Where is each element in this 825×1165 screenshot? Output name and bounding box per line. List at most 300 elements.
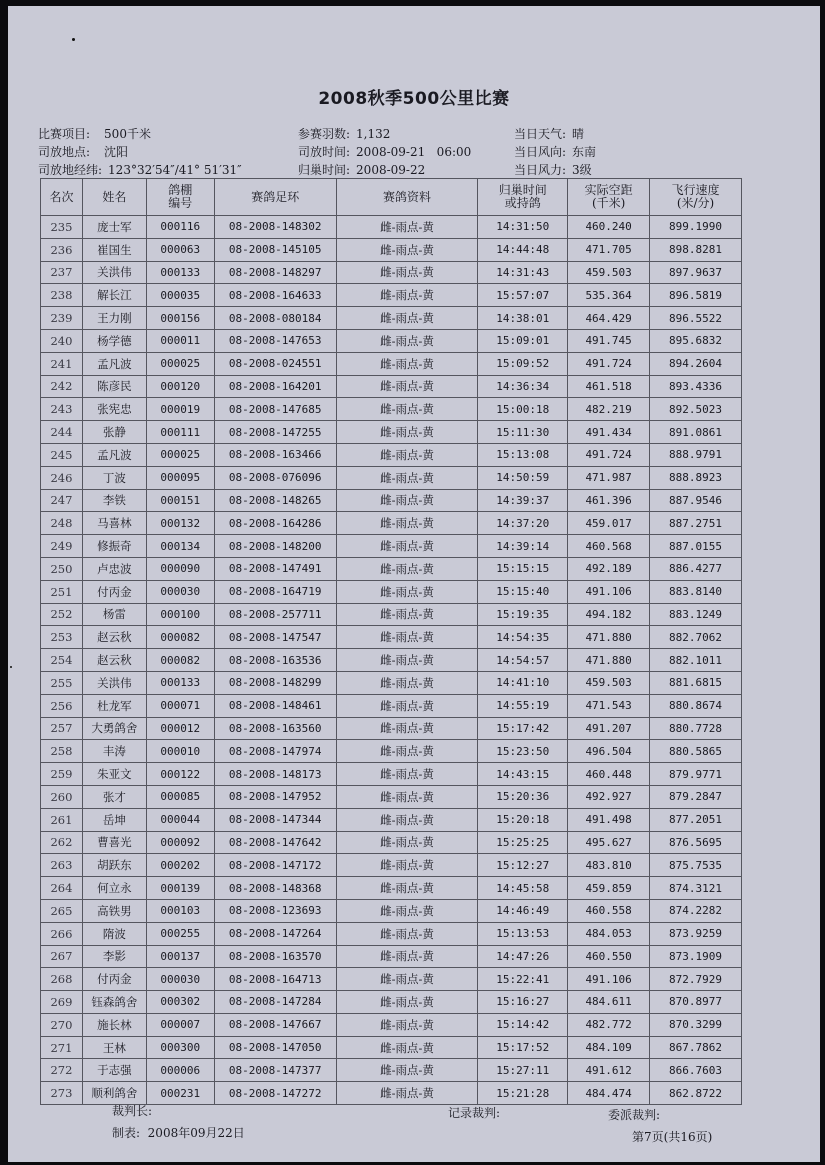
return-time-cell: 14:39:37 (478, 489, 568, 512)
speed-cell: 882.1011 (650, 649, 742, 672)
table-row (41, 626, 742, 649)
ring-cell: 08-2008-164719 (214, 580, 336, 603)
table-row (41, 216, 742, 239)
chief-judge-label: 裁判长: (112, 1104, 153, 1118)
bird-info-cell: 雌-雨点-黄 (336, 489, 478, 512)
bird-info-cell: 雌-雨点-黄 (336, 557, 478, 580)
table-row (41, 512, 742, 535)
bird-info-cell: 雌-雨点-黄 (336, 329, 478, 352)
speed-cell: 877.2051 (650, 808, 742, 831)
bird-info-cell: 雌-雨点-黄 (336, 603, 478, 626)
return-time-cell: 14:44:48 (478, 238, 568, 261)
distance-cell: 491.434 (568, 421, 650, 444)
loft-number-cell: 000202 (146, 854, 214, 877)
distance-cell: 459.859 (568, 877, 650, 900)
rank-cell: 257 (41, 717, 83, 740)
loft-number-cell: 000156 (146, 307, 214, 330)
meta-weather: 当日天气: 晴 (514, 127, 585, 141)
ring-cell: 08-2008-147344 (214, 808, 336, 831)
rank-cell: 239 (41, 307, 83, 330)
rank-cell: 243 (41, 398, 83, 421)
name-cell: 赵云秋 (82, 649, 146, 672)
rank-cell: 263 (41, 854, 83, 877)
table-row (41, 284, 742, 307)
rank-cell: 269 (41, 991, 83, 1014)
return-time-cell: 15:00:18 (478, 398, 568, 421)
speed-cell: 883.8140 (650, 580, 742, 603)
ring-cell: 08-2008-164713 (214, 968, 336, 991)
rank-cell: 265 (41, 899, 83, 922)
table-row (41, 694, 742, 717)
table-row (41, 261, 742, 284)
loft-number-cell: 000103 (146, 899, 214, 922)
return-time-cell: 15:57:07 (478, 284, 568, 307)
table-row (41, 466, 742, 489)
table-row (41, 580, 742, 603)
return-time-cell: 15:23:50 (478, 740, 568, 763)
return-time-cell: 15:27:11 (478, 1059, 568, 1082)
ring-cell: 08-2008-145105 (214, 238, 336, 261)
distance-cell: 461.518 (568, 375, 650, 398)
rank-cell: 251 (41, 580, 83, 603)
rank-cell: 260 (41, 785, 83, 808)
loft-number-cell: 000082 (146, 649, 214, 672)
name-cell: 修振奇 (82, 535, 146, 558)
loft-number-cell: 000122 (146, 763, 214, 786)
rank-cell: 273 (41, 1082, 83, 1105)
table-row (41, 421, 742, 444)
ring-cell: 08-2008-147050 (214, 1036, 336, 1059)
speed-cell: 879.2847 (650, 785, 742, 808)
rank-cell: 270 (41, 1013, 83, 1036)
distance-cell: 482.219 (568, 398, 650, 421)
return-time-cell: 15:13:53 (478, 922, 568, 945)
rank-cell: 256 (41, 694, 83, 717)
loft-number-cell: 000139 (146, 877, 214, 900)
name-cell: 顺利鸽舍 (82, 1082, 146, 1105)
bird-info-cell: 雌-雨点-黄 (336, 717, 478, 740)
col-return-time-header: 归巢时间 或持鸽 (478, 179, 568, 216)
table-row (41, 877, 742, 900)
distance-cell: 496.504 (568, 740, 650, 763)
return-time-cell: 15:19:35 (478, 603, 568, 626)
table-row (41, 375, 742, 398)
loft-number-cell: 000085 (146, 785, 214, 808)
return-time-cell: 14:31:43 (478, 261, 568, 284)
ring-cell: 08-2008-148173 (214, 763, 336, 786)
table-body (41, 216, 742, 1105)
rank-cell: 261 (41, 808, 83, 831)
rank-cell: 242 (41, 375, 83, 398)
name-cell: 付丙金 (82, 968, 146, 991)
loft-number-cell: 000030 (146, 580, 214, 603)
loft-number-cell: 000092 (146, 831, 214, 854)
speed-cell: 870.3299 (650, 1013, 742, 1036)
ring-cell: 08-2008-147255 (214, 421, 336, 444)
loft-number-cell: 000300 (146, 1036, 214, 1059)
loft-number-cell: 000025 (146, 443, 214, 466)
bird-info-cell: 雌-雨点-黄 (336, 398, 478, 421)
speed-cell: 899.1990 (650, 216, 742, 239)
speed-cell: 897.9637 (650, 261, 742, 284)
ring-cell: 08-2008-076096 (214, 466, 336, 489)
bird-info-cell: 雌-雨点-黄 (336, 216, 478, 239)
distance-cell: 482.772 (568, 1013, 650, 1036)
ring-cell: 08-2008-148200 (214, 535, 336, 558)
distance-cell: 460.448 (568, 763, 650, 786)
loft-number-cell: 000012 (146, 717, 214, 740)
ring-cell: 08-2008-164286 (214, 512, 336, 535)
table-row (41, 535, 742, 558)
loft-number-cell: 000100 (146, 603, 214, 626)
distance-cell: 491.106 (568, 580, 650, 603)
name-cell: 施长林 (82, 1013, 146, 1036)
document-page (8, 6, 820, 1162)
rank-cell: 267 (41, 945, 83, 968)
speed-cell: 892.5023 (650, 398, 742, 421)
rank-cell: 252 (41, 603, 83, 626)
col-speed-header: 飞行速度 (米/分) (650, 179, 742, 216)
speed-cell: 876.5695 (650, 831, 742, 854)
bird-info-cell: 雌-雨点-黄 (336, 466, 478, 489)
ring-cell: 08-2008-163560 (214, 717, 336, 740)
rank-cell: 240 (41, 329, 83, 352)
page-title: 2008秋季500公里比赛 (318, 89, 510, 109)
rank-cell: 254 (41, 649, 83, 672)
bird-info-cell: 雌-雨点-黄 (336, 307, 478, 330)
col-ring-header: 赛鸽足环 (214, 179, 336, 216)
bird-info-cell: 雌-雨点-黄 (336, 261, 478, 284)
name-cell: 朱亚文 (82, 763, 146, 786)
distance-cell: 491.724 (568, 352, 650, 375)
return-time-cell: 14:45:58 (478, 877, 568, 900)
bird-info-cell: 雌-雨点-黄 (336, 238, 478, 261)
loft-number-cell: 000006 (146, 1059, 214, 1082)
ring-cell: 08-2008-147284 (214, 991, 336, 1014)
distance-cell: 491.612 (568, 1059, 650, 1082)
speed-cell: 898.8281 (650, 238, 742, 261)
rank-cell: 250 (41, 557, 83, 580)
table-row (41, 1013, 742, 1036)
bird-info-cell: 雌-雨点-黄 (336, 1082, 478, 1105)
distance-cell: 459.503 (568, 671, 650, 694)
name-cell: 杨学德 (82, 329, 146, 352)
rank-cell: 247 (41, 489, 83, 512)
ring-cell: 08-2008-123693 (214, 899, 336, 922)
rank-cell: 245 (41, 443, 83, 466)
return-time-cell: 14:50:59 (478, 466, 568, 489)
return-time-cell: 15:15:15 (478, 557, 568, 580)
bird-info-cell: 雌-雨点-黄 (336, 831, 478, 854)
page-number: 第7页(共16页) (632, 1130, 713, 1144)
rank-cell: 238 (41, 284, 83, 307)
col-bird-info-header: 赛鸽资料 (336, 179, 478, 216)
loft-number-cell: 000120 (146, 375, 214, 398)
return-time-cell: 14:46:49 (478, 899, 568, 922)
speed-cell: 891.0861 (650, 421, 742, 444)
name-cell: 高铁男 (82, 899, 146, 922)
speed-cell: 874.3121 (650, 877, 742, 900)
speed-cell: 887.2751 (650, 512, 742, 535)
rank-cell: 249 (41, 535, 83, 558)
bird-info-cell: 雌-雨点-黄 (336, 763, 478, 786)
speed-cell: 867.7862 (650, 1036, 742, 1059)
meta-wind-force: 当日风力: 3级 (514, 163, 592, 177)
name-cell: 解长江 (82, 284, 146, 307)
distance-cell: 491.724 (568, 443, 650, 466)
bird-info-cell: 雌-雨点-黄 (336, 284, 478, 307)
return-time-cell: 15:09:52 (478, 352, 568, 375)
name-cell: 杨雷 (82, 603, 146, 626)
bird-info-cell: 雌-雨点-黄 (336, 512, 478, 535)
speed-cell: 882.7062 (650, 626, 742, 649)
bird-info-cell: 雌-雨点-黄 (336, 1036, 478, 1059)
speed-cell: 880.5865 (650, 740, 742, 763)
bird-info-cell: 雌-雨点-黄 (336, 740, 478, 763)
loft-number-cell: 000111 (146, 421, 214, 444)
return-time-cell: 14:37:20 (478, 512, 568, 535)
loft-number-cell: 000010 (146, 740, 214, 763)
return-time-cell: 15:20:36 (478, 785, 568, 808)
bird-info-cell: 雌-雨点-黄 (336, 421, 478, 444)
rank-cell: 235 (41, 216, 83, 239)
rank-cell: 272 (41, 1059, 83, 1082)
record-judge-label: 记录裁判: (448, 1106, 501, 1120)
bird-info-cell: 雌-雨点-黄 (336, 352, 478, 375)
rank-cell: 258 (41, 740, 83, 763)
return-time-cell: 15:14:42 (478, 1013, 568, 1036)
loft-number-cell: 000151 (146, 489, 214, 512)
ring-cell: 08-2008-147952 (214, 785, 336, 808)
name-cell: 孟凡波 (82, 352, 146, 375)
ring-cell: 08-2008-147272 (214, 1082, 336, 1105)
speed-cell: 887.9546 (650, 489, 742, 512)
distance-cell: 484.474 (568, 1082, 650, 1105)
name-cell: 丁波 (82, 466, 146, 489)
results-table (40, 178, 742, 1105)
speed-cell: 893.4336 (650, 375, 742, 398)
loft-number-cell: 000030 (146, 968, 214, 991)
table-row (41, 329, 742, 352)
bird-info-cell: 雌-雨点-黄 (336, 694, 478, 717)
table-row (41, 649, 742, 672)
name-cell: 丰涛 (82, 740, 146, 763)
distance-cell: 494.182 (568, 603, 650, 626)
ring-cell: 08-2008-147264 (214, 922, 336, 945)
name-cell: 李影 (82, 945, 146, 968)
distance-cell: 492.189 (568, 557, 650, 580)
distance-cell: 464.429 (568, 307, 650, 330)
distance-cell: 471.705 (568, 238, 650, 261)
table-row (41, 557, 742, 580)
table-row (41, 398, 742, 421)
name-cell: 王林 (82, 1036, 146, 1059)
name-cell: 付丙金 (82, 580, 146, 603)
distance-cell: 460.240 (568, 216, 650, 239)
table-row (41, 785, 742, 808)
distance-cell: 491.498 (568, 808, 650, 831)
ring-cell: 08-2008-147377 (214, 1059, 336, 1082)
loft-number-cell: 000011 (146, 329, 214, 352)
return-time-cell: 14:31:50 (478, 216, 568, 239)
name-cell: 卢忠波 (82, 557, 146, 580)
loft-number-cell: 000132 (146, 512, 214, 535)
speed-cell: 895.6832 (650, 329, 742, 352)
ring-cell: 08-2008-147667 (214, 1013, 336, 1036)
loft-number-cell: 000044 (146, 808, 214, 831)
distance-cell: 460.568 (568, 535, 650, 558)
dispatch-judge-label: 委派裁判: (608, 1108, 661, 1122)
loft-number-cell: 000116 (146, 216, 214, 239)
name-cell: 隋波 (82, 922, 146, 945)
speed-cell: 866.7603 (650, 1059, 742, 1082)
name-cell: 赵云秋 (82, 626, 146, 649)
loft-number-cell: 000133 (146, 671, 214, 694)
speed-cell: 879.9771 (650, 763, 742, 786)
name-cell: 崔国生 (82, 238, 146, 261)
ring-cell: 08-2008-148368 (214, 877, 336, 900)
table-row (41, 922, 742, 945)
ring-cell: 08-2008-257711 (214, 603, 336, 626)
ring-cell: 08-2008-148297 (214, 261, 336, 284)
speed-cell: 875.7535 (650, 854, 742, 877)
loft-number-cell: 000019 (146, 398, 214, 421)
meta-wind-direction: 当日风向: 东南 (514, 145, 597, 159)
loft-number-cell: 000090 (146, 557, 214, 580)
meta-birds: 参赛羽数: 1,132 (298, 127, 391, 141)
distance-cell: 460.558 (568, 899, 650, 922)
meta-release-place: 司放地点: 沈阳 (38, 145, 129, 159)
table-row (41, 352, 742, 375)
speed-cell: 888.8923 (650, 466, 742, 489)
rank-cell: 241 (41, 352, 83, 375)
bird-info-cell: 雌-雨点-黄 (336, 899, 478, 922)
table-row (41, 717, 742, 740)
distance-cell: 535.364 (568, 284, 650, 307)
bird-info-cell: 雌-雨点-黄 (336, 945, 478, 968)
distance-cell: 483.810 (568, 854, 650, 877)
ring-cell: 08-2008-148265 (214, 489, 336, 512)
bird-info-cell: 雌-雨点-黄 (336, 626, 478, 649)
col-loft-number-header: 鸽棚 编号 (146, 179, 214, 216)
distance-cell: 484.053 (568, 922, 650, 945)
speed-cell: 896.5522 (650, 307, 742, 330)
distance-cell: 491.106 (568, 968, 650, 991)
bird-info-cell: 雌-雨点-黄 (336, 535, 478, 558)
ring-cell: 08-2008-163536 (214, 649, 336, 672)
table-row (41, 831, 742, 854)
name-cell: 岳坤 (82, 808, 146, 831)
meta-return-time: 归巢时间: 2008-09-22 (298, 163, 426, 177)
return-time-cell: 15:21:28 (478, 1082, 568, 1105)
ring-cell: 08-2008-147653 (214, 329, 336, 352)
ring-cell: 08-2008-147642 (214, 831, 336, 854)
table-header-row (41, 179, 742, 216)
rank-cell: 259 (41, 763, 83, 786)
table-row (41, 854, 742, 877)
distance-cell: 459.503 (568, 261, 650, 284)
distance-cell: 460.550 (568, 945, 650, 968)
speed-cell: 874.2282 (650, 899, 742, 922)
name-cell: 李铁 (82, 489, 146, 512)
bird-info-cell: 雌-雨点-黄 (336, 991, 478, 1014)
distance-cell: 484.611 (568, 991, 650, 1014)
speed-cell: 887.0155 (650, 535, 742, 558)
rank-cell: 236 (41, 238, 83, 261)
scan-speck (10, 666, 12, 668)
loft-number-cell: 000137 (146, 945, 214, 968)
speed-cell: 896.5819 (650, 284, 742, 307)
bird-info-cell: 雌-雨点-黄 (336, 443, 478, 466)
rank-cell: 271 (41, 1036, 83, 1059)
col-rank-header: 名次 (41, 179, 83, 216)
made-by-date: 制表: 2008年09月22日 (112, 1126, 245, 1140)
loft-number-cell: 000082 (146, 626, 214, 649)
meta-coords: 司放地经纬: 123°32′54″/41° 51′31″ (38, 163, 242, 177)
rank-cell: 237 (41, 261, 83, 284)
name-cell: 张宪忠 (82, 398, 146, 421)
loft-number-cell: 000025 (146, 352, 214, 375)
bird-info-cell: 雌-雨点-黄 (336, 877, 478, 900)
ring-cell: 08-2008-147172 (214, 854, 336, 877)
rank-cell: 246 (41, 466, 83, 489)
ring-cell: 08-2008-164201 (214, 375, 336, 398)
table-row (41, 808, 742, 831)
bird-info-cell: 雌-雨点-黄 (336, 922, 478, 945)
rank-cell: 248 (41, 512, 83, 535)
rank-cell: 262 (41, 831, 83, 854)
rank-cell: 253 (41, 626, 83, 649)
speed-cell: 894.2604 (650, 352, 742, 375)
return-time-cell: 15:25:25 (478, 831, 568, 854)
ring-cell: 08-2008-148299 (214, 671, 336, 694)
speed-cell: 862.8722 (650, 1082, 742, 1105)
loft-number-cell: 000071 (146, 694, 214, 717)
distance-cell: 491.207 (568, 717, 650, 740)
speed-cell: 886.4277 (650, 557, 742, 580)
return-time-cell: 14:43:15 (478, 763, 568, 786)
meta-event: 比赛项目: 500千米 (38, 127, 151, 141)
loft-number-cell: 000007 (146, 1013, 214, 1036)
bird-info-cell: 雌-雨点-黄 (336, 671, 478, 694)
speed-cell: 888.9791 (650, 443, 742, 466)
speed-cell: 873.9259 (650, 922, 742, 945)
return-time-cell: 14:39:14 (478, 535, 568, 558)
col-distance-header: 实际空距 (千米) (568, 179, 650, 216)
rank-cell: 266 (41, 922, 83, 945)
loft-number-cell: 000133 (146, 261, 214, 284)
return-time-cell: 14:36:34 (478, 375, 568, 398)
bird-info-cell: 雌-雨点-黄 (336, 808, 478, 831)
table-row (41, 899, 742, 922)
return-time-cell: 15:17:52 (478, 1036, 568, 1059)
distance-cell: 461.396 (568, 489, 650, 512)
scan-speck (72, 38, 75, 41)
return-time-cell: 15:13:08 (478, 443, 568, 466)
ring-cell: 08-2008-163466 (214, 443, 336, 466)
name-cell: 胡跃东 (82, 854, 146, 877)
bird-info-cell: 雌-雨点-黄 (336, 580, 478, 603)
ring-cell: 08-2008-148302 (214, 216, 336, 239)
name-cell: 陈彦民 (82, 375, 146, 398)
col-name-header: 姓名 (82, 179, 146, 216)
meta-release-time: 司放时间: 2008-09-21 06:00 (298, 145, 472, 159)
ring-cell: 08-2008-024551 (214, 352, 336, 375)
bird-info-cell: 雌-雨点-黄 (336, 854, 478, 877)
ring-cell: 08-2008-147974 (214, 740, 336, 763)
return-time-cell: 14:54:35 (478, 626, 568, 649)
loft-number-cell: 000231 (146, 1082, 214, 1105)
